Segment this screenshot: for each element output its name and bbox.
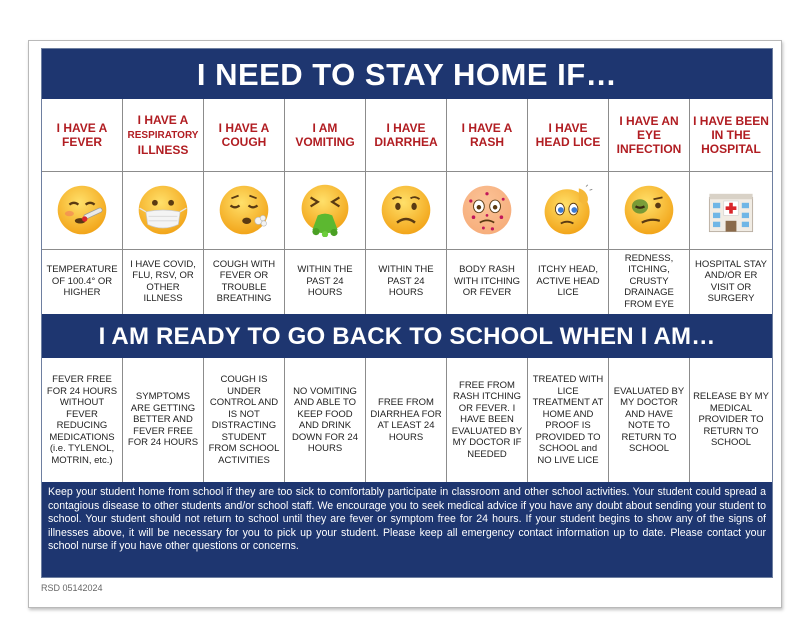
rash-face-icon — [460, 183, 514, 237]
flyer-frame — [41, 48, 773, 578]
scratching-head-face-icon — [541, 183, 595, 237]
stay-home-title: I NEED TO STAY HOME IF… — [42, 49, 772, 99]
hospital-icon — [704, 183, 758, 237]
desc-vomiting: WITHIN THE PAST 24 HOURS — [285, 249, 366, 314]
return-criteria-row — [42, 358, 772, 482]
desc-fever: TEMPERATURE OF 100.4° OR HIGHER — [42, 249, 123, 314]
heading-respiratory-line3: ILLNESS — [137, 143, 189, 157]
heading-respiratory-text — [128, 113, 199, 157]
fever-thermometer-face-icon — [55, 183, 109, 237]
return-fever: FEVER FREE FOR 24 HOURS WITHOUT FEVER REDUCING MEDICATIONS (i.e. TYLENOL, MOTRIN, etc.) — [42, 358, 123, 482]
cough-face-icon — [217, 183, 271, 237]
bruised-eye-face-icon — [622, 183, 676, 237]
return-rash: FREE FROM RASH ITCHING OR FEVER. I HAVE BEEN EVALUATED BY MY DOCTOR IF NEEDED — [447, 358, 528, 482]
return-eye-infection: EVALUATED BY MY DOCTOR AND HAVE NOTE TO RETURN TO SCHOOL — [609, 358, 690, 482]
heading-vomiting: I AM VOMITING — [285, 99, 366, 171]
sad-face-icon — [379, 183, 433, 237]
heading-respiratory — [123, 99, 204, 171]
heading-fever: I HAVE A FEVER — [42, 99, 123, 171]
return-hospital: RELEASE BY MY MEDICAL PROVIDER TO RETURN TO SCHOOL — [693, 391, 769, 449]
flyer-sheet — [28, 40, 782, 608]
heading-respiratory-line1: I HAVE A — [137, 113, 189, 127]
heading-eye-infection: I HAVE AN EYE INFECTION — [609, 99, 690, 171]
parent-notice: Keep your student home from school if they are too sick to comfortably participate in classroom and other school activities. Your student could spread a contagious disease to other students and/or school staff. We encourage you to seek medical advice if you have any doubt about sending your student to school. Your student should not return to school until they are fever or symptom free for 24 hours. If your student begins to show any of the signs of illnesses above, it will be necessary for you to pick up your student. Please keep all emergency contact information up to date. Please contact your school nurse if you have other questions or concerns. — [42, 482, 772, 577]
desc-respiratory: I HAVE COVID, FLU, RSV, OR OTHER ILLNESS — [123, 249, 204, 314]
heading-respiratory-line2: RESPIRATORY — [127, 130, 199, 141]
heading-rash: I HAVE A RASH — [447, 99, 528, 171]
heading-diarrhea: I HAVE DIARRHEA — [366, 99, 447, 171]
desc-hospital: HOSPITAL STAY AND/OR ER VISIT OR SURGERY — [695, 258, 767, 304]
desc-eye-infection: REDNESS, ITCHING, CRUSTY DRAINAGE FROM EYE — [609, 249, 690, 314]
return-vomiting: NO VOMITING AND ABLE TO KEEP FOOD AND DRINK DOWN FOR 24 HOURS — [285, 358, 366, 482]
return-title: I AM READY TO GO BACK TO SCHOOL WHEN I AM… — [42, 314, 772, 358]
condition-descriptions-row — [42, 249, 772, 314]
desc-diarrhea: WITHIN THE PAST 24 HOURS — [366, 249, 447, 314]
desc-cough: COUGH WITH FEVER OR TROUBLE BREATHING — [204, 249, 285, 314]
vomiting-face-icon — [298, 183, 352, 237]
heading-cough: I HAVE A COUGH — [204, 99, 285, 171]
heading-head-lice: I HAVE HEAD LICE — [528, 99, 609, 171]
document-code: RSD 05142024 — [41, 583, 103, 593]
return-diarrhea: FREE FROM DIARRHEA FOR AT LEAST 24 HOURS — [366, 358, 447, 482]
return-respiratory: SYMPTOMS ARE GETTING BETTER AND FEVER FREE FOR 24 HOURS — [123, 358, 204, 482]
heading-hospital: I HAVE BEEN IN THE HOSPITAL — [693, 114, 769, 156]
desc-rash: BODY RASH WITH ITCHING OR FEVER — [447, 249, 528, 314]
return-cough: COUGH IS UNDER CONTROL AND IS NOT DISTRACTING STUDENT FROM SCHOOL ACTIVITIES — [204, 358, 285, 482]
return-head-lice: TREATED WITH LICE TREATMENT AT HOME AND PROOF IS PROVIDED TO SCHOOL and NO LIVE LICE — [528, 358, 609, 482]
condition-headings-row — [42, 99, 772, 172]
mask-face-icon — [136, 183, 190, 237]
desc-head-lice: ITCHY HEAD, ACTIVE HEAD LICE — [528, 249, 609, 314]
emoji-row — [42, 171, 772, 250]
